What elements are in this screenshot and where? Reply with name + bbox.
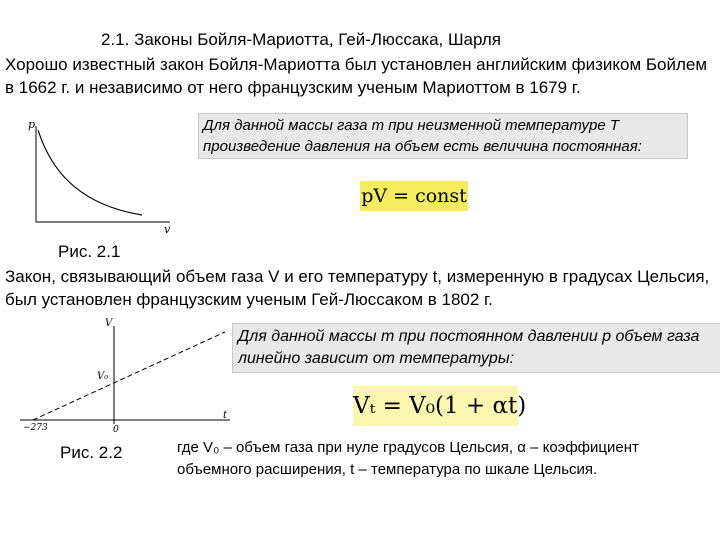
neg-273-label: −273 xyxy=(23,423,48,433)
boyle-mariotte-paragraph: Хорошо известный закон Бойля-Мариотта был установлен английским физиком Бойлем в 1662 г. и независимо от него французским ученым Мариоттом в 1679 г. xyxy=(5,55,708,97)
boyle-formula: pV = const xyxy=(360,181,468,211)
graph2-y-label: V xyxy=(105,318,113,329)
figure2-caption: Рис. 2.2 xyxy=(60,443,123,462)
graph2-x-label: t xyxy=(223,410,228,421)
v0-label: V₀ xyxy=(97,371,109,382)
boyle-graph xyxy=(20,112,180,240)
isotherm-curve xyxy=(38,130,142,215)
zero-label: 0 xyxy=(113,425,119,434)
graph1-x-label: v xyxy=(164,223,171,236)
figure1-caption: Рис. 2.1 xyxy=(58,242,121,261)
gay-lussac-statement-box: Для данной массы m при постоянном давлении p объем газа линейно зависит от температуры: xyxy=(232,323,720,373)
gay-lussac-formula: Vₜ = V₀(1 + αt) xyxy=(353,386,518,426)
gay-lussac-graph xyxy=(15,314,245,434)
volume-line xyxy=(33,332,225,420)
graph1-y-label: p xyxy=(28,118,36,131)
section-title: 2.1. Законы Бойля-Мариотта, Гей-Люссака, Шарля xyxy=(101,30,502,49)
gay-lussac-paragraph: Закон, связывающий объем газа V и его температуру t, измеренную в градусах Цельсия, был установлен французским ученым Гей-Люссаком в 1802 г. xyxy=(5,267,710,309)
symbol-description: где V₀ – объем газа при нуле градусов Цельсия, α – коэффициент объемного расширения, t – температура по шкале Цельсия. xyxy=(177,439,639,478)
boyle-statement-box: Для данной массы газа m при неизменной температуре T произведение давления на объем есть величина постоянная: xyxy=(198,113,688,159)
